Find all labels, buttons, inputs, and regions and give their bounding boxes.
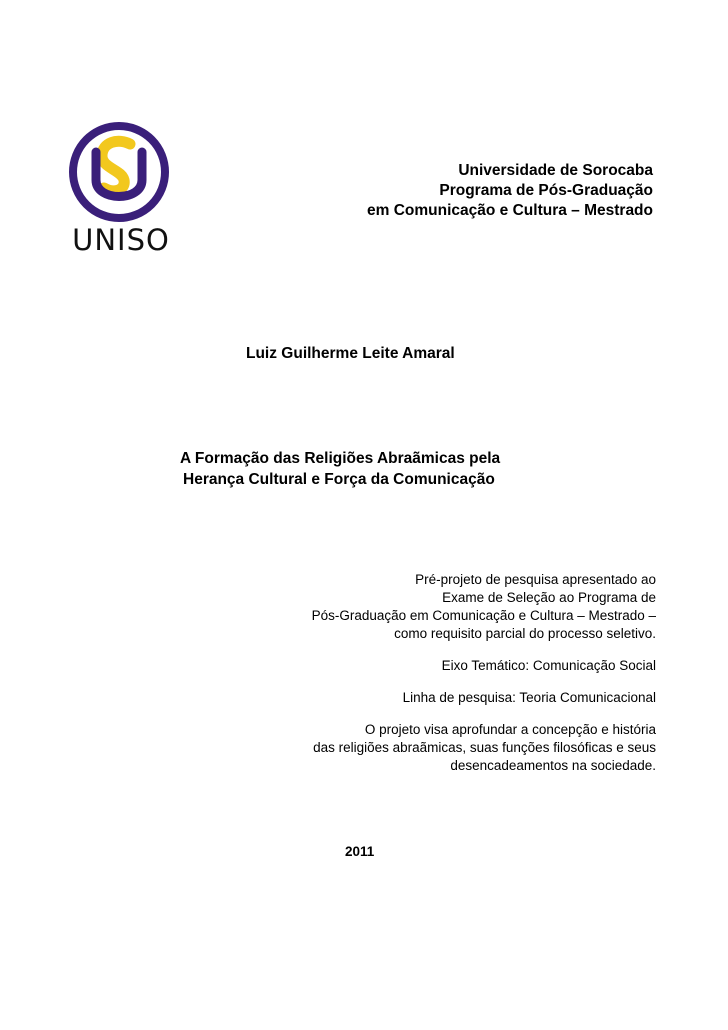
objective-line-1: O projeto visa aprofundar a concepção e história [364, 722, 656, 737]
presentation-block [312, 571, 656, 775]
eixo-tematico: Eixo Temático: Comunicação Social [441, 658, 656, 673]
uniso-emblem-icon [68, 122, 174, 222]
author-name: Luiz Guilherme Leite Amaral [246, 345, 455, 362]
header-course: em Comunicação e Cultura – Mestrado [367, 202, 653, 219]
presentation-line-4: como requisito parcial do processo seletivo. [394, 626, 656, 641]
document-year: 2011 [345, 844, 375, 859]
uniso-logo [68, 122, 178, 262]
header-program: Programa de Pós-Graduação [439, 182, 653, 199]
presentation-line-3: Pós-Graduação em Comunicação e Cultura – Mestrado – [311, 608, 656, 623]
linha-pesquisa: Linha de pesquisa: Teoria Comunicacional [402, 690, 656, 705]
title-line-1: A Formação das Religiões Abraãmicas pela [180, 450, 501, 467]
presentation-line-1: Pré-projeto de pesquisa apresentado ao [415, 572, 656, 587]
logo-wordmark: UNISO [72, 223, 170, 257]
institution-header [367, 161, 653, 221]
header-university: Universidade de Sorocaba [458, 162, 653, 179]
title-line-2: Herança Cultural e Força da Comunicação [183, 471, 495, 488]
document-title [180, 448, 500, 490]
objective-line-3: desencadeamentos na sociedade. [450, 758, 656, 773]
objective-line-2: das religiões abraãmicas, suas funções filosóficas e seus [313, 740, 656, 755]
presentation-line-2: Exame de Seleção ao Programa de [442, 590, 656, 605]
